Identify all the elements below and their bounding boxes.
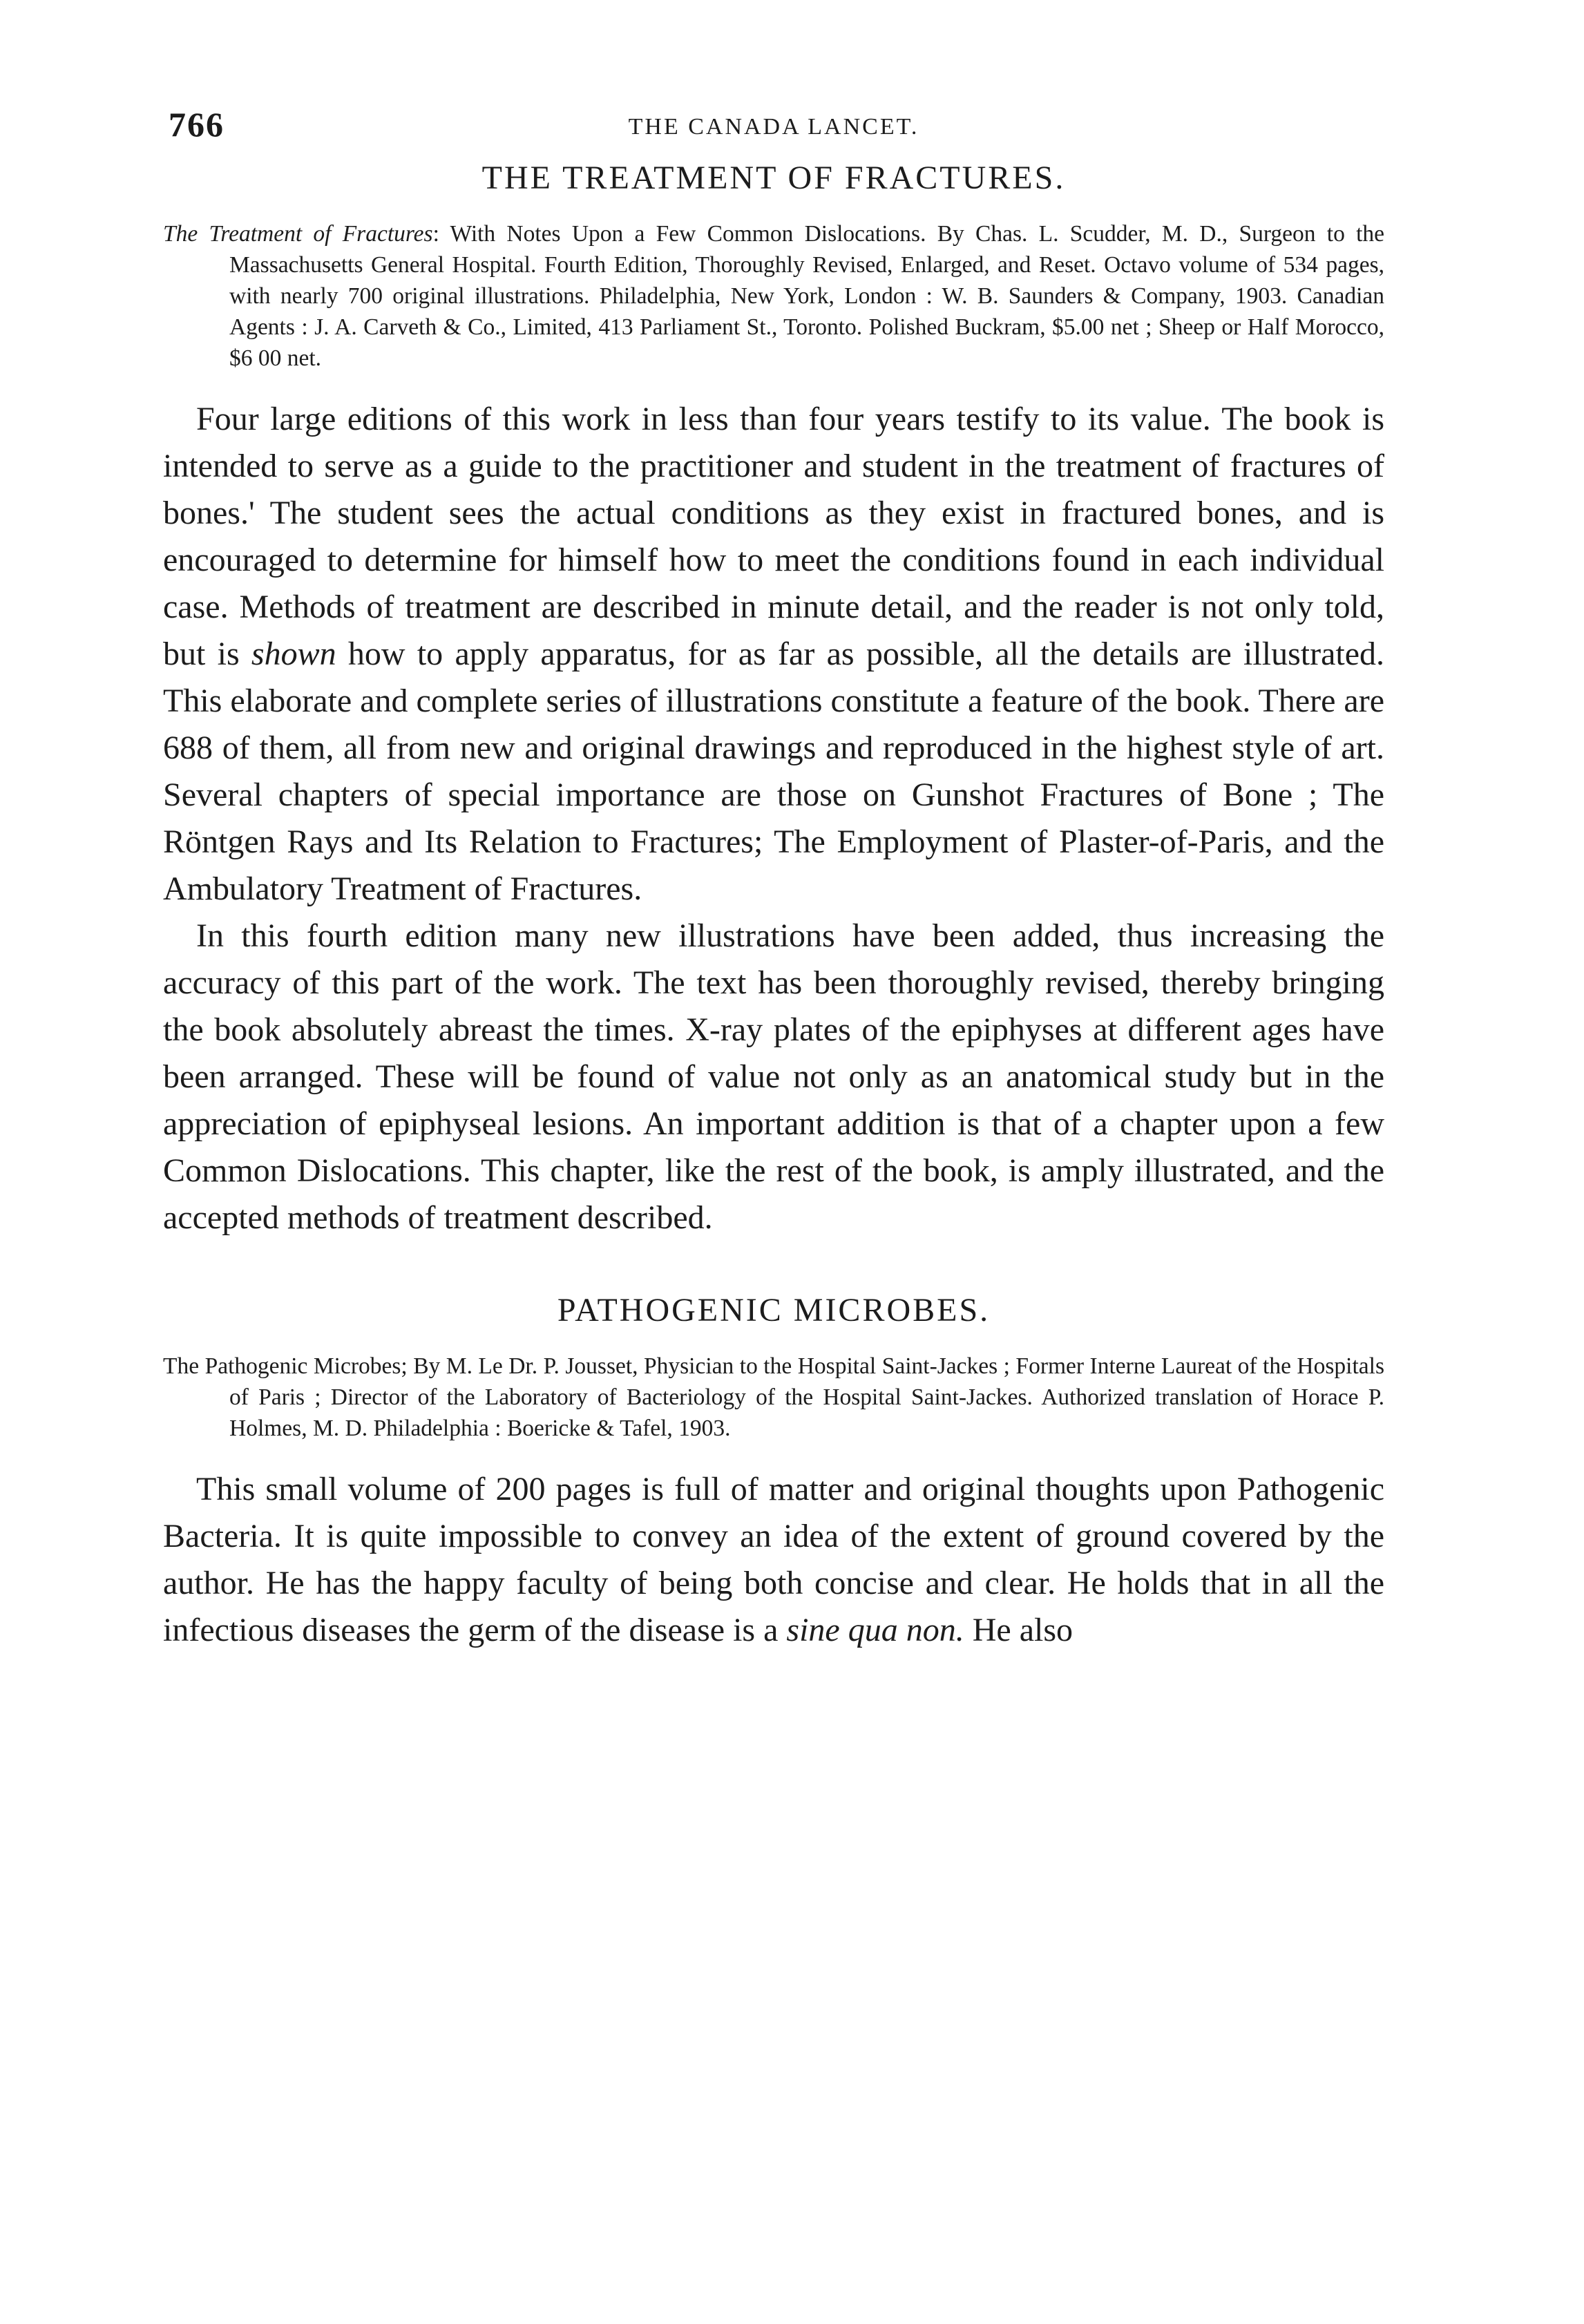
citation-microbes: The Pathogenic Microbes; By M. Le Dr. P. Jousset, Physician to the Hospital Saint-Jackes ; Former Interne Laureat of the Hospitals of Paris ; Director of the Laboratory of Bacteriology of the Hospital Saint-Jackes. Authorized translation of Horace P. Holmes, M. D. Philadelphia : Boericke & Tafel, 1903. bbox=[163, 1353, 1384, 1441]
review-paragraph-3 bbox=[163, 1466, 1384, 1654]
page-number: 766 bbox=[169, 105, 225, 144]
section-spacer bbox=[163, 1241, 1384, 1291]
review-title-microbes: PATHOGENIC MICROBES. bbox=[557, 1292, 991, 1328]
citation-book-title: The Treatment of Fractures bbox=[163, 221, 433, 247]
paragraph-text: He also bbox=[972, 1612, 1074, 1648]
paragraph-text: how to apply apparatus, for as far as possible, all the details are illustrated. This elaborate and complete series of illustrations constitute a feature of the book. There are 688 of them, all from new and original drawings and reproduced in the highest style of art. Several chapters of special importance are those on Gunshot Fractures of Bone ; The Röntgen Rays and Its Relation to Fractures; The Employment of Plaster-of-Paris, and the Ambulatory Treatment of Fractures. bbox=[163, 636, 1385, 907]
citation-details: : With Notes Upon a Few Common Dislocations. By Chas. L. Scudder, M. D., Surgeon to the Massachusetts General Hospital. Fourth Edition, Thoroughly Revised, Enlarged, and Reset. Octavo volume of 534 pages, with nearly 700 original illustrations. Philadelphia, New York, London : W. B. Saunders & Company, 1903. Canadian Agents : J. A. Carveth & Co., Limited, 413 Parliament St., Toronto. Polished Buckram, $5.00 net ; Sheep or Half Morocco, $6 00 net. bbox=[229, 221, 1384, 371]
review-paragraph-2: In this fourth edition many new illustrations have been added, thus increasing the accuracy of this part of the work. The text has been thoroughly revised, thereby bringing the book absolutely abreast the times. X-ray plates of the epiphyses at different ages have been arranged. These will be found of value not only as an anatomical study but in the appreciation of epiphyseal lesions. An important addition is that of a chapter upon a few Common Dislocations. This chapter, like the rest of the book, is amply illustrated, and the accepted methods of treatment described. bbox=[163, 917, 1384, 1236]
journal-title: THE CANADA LANCET. bbox=[628, 114, 919, 140]
review-title-fractures: THE TREATMENT OF FRACTURES. bbox=[481, 160, 1066, 196]
running-head bbox=[163, 104, 1384, 159]
review-paragraph-1 bbox=[163, 396, 1384, 913]
paragraph-text: This small volume of 200 pages is full of matter and original thoughts upon Pathogenic Bacteria. It is quite impossible to convey an idea of the extent of ground covered by the author. He has the happy faculty of being both concise and clear. He holds that in all the infectious diseases the germ of the disease is a bbox=[163, 1471, 1384, 1648]
paragraph-emphasis: shown bbox=[251, 636, 336, 672]
citation-fractures bbox=[163, 218, 1384, 374]
page bbox=[163, 104, 1384, 1654]
paragraph-text: Four large editions of this work in less than four years testify to its value. The book is intended to serve as a guide to the practitioner and student in the treatment of fractures of bones.' The student sees the actual conditions as they exist in fractured bones, and is encouraged to determine for himself how to meet the conditions found in each individual case. Methods of treatment are described in minute detail, and the reader is not only told, but is bbox=[163, 401, 1384, 672]
paragraph-emphasis: sine qua non. bbox=[786, 1612, 964, 1648]
